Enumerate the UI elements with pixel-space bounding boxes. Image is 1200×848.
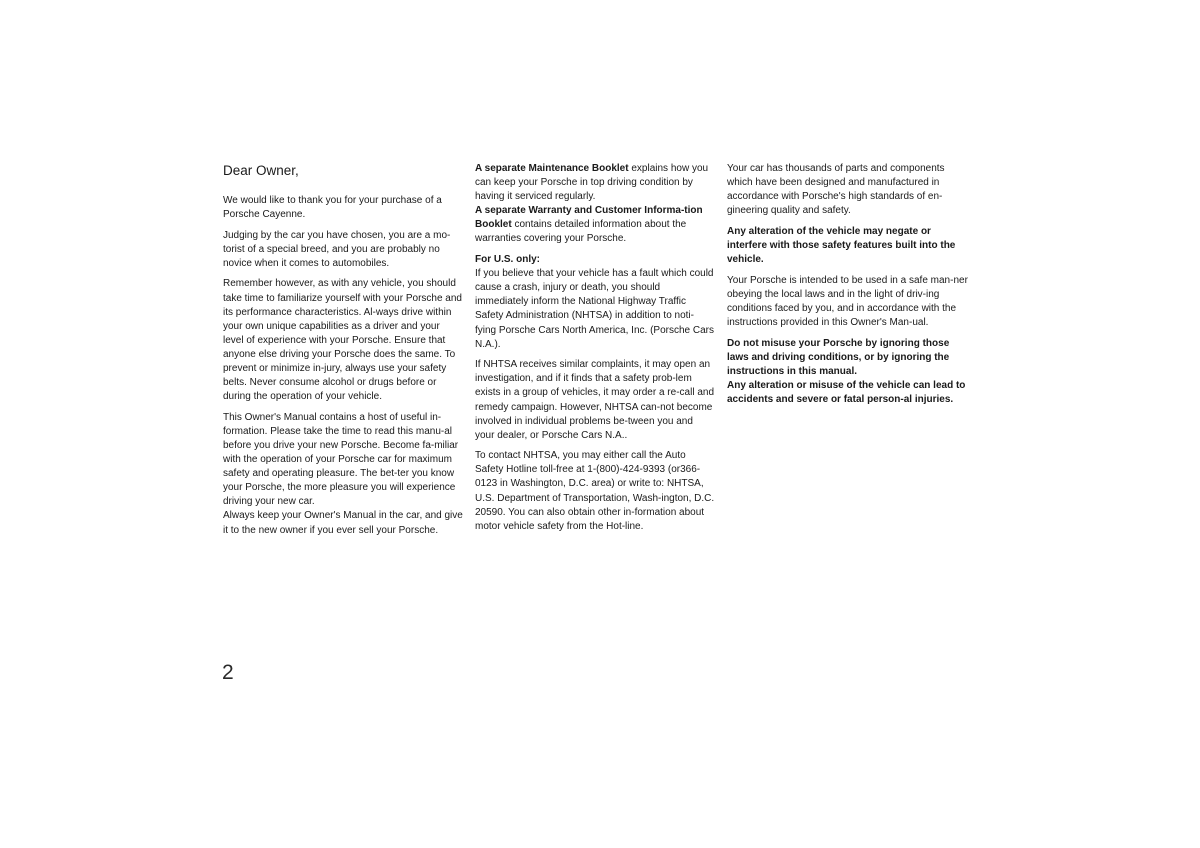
- components-paragraph: Your car has thousands of parts and components which have been designed and manufactured in accordance with Porsche's high standards of en-gineering quality and safety.: [727, 163, 945, 217]
- warranty-booklet-text: contains detailed information about the warranties covering your Porsche.: [475, 219, 687, 245]
- column-left: [223, 162, 463, 544]
- nhtsa-fault-paragraph: If you believe that your vehicle has a fault which could cause a crash, injury or death, you should immediately inform the National Highway Traffic Safety Administration (NHTSA) in addition to noti-fying Porsche Cars North America, Inc. (Porsche Cars N.A.).: [475, 268, 714, 350]
- maintenance-booklet-paragraph: [475, 162, 715, 204]
- manual-paragraph: This Owner's Manual contains a host of useful in-formation. Please take the time to read this manu-al before you drive your new Porsche. Become fa-miliar with the operation of your Porsche car for maximum safety and operating pleasure. The bet-ter you know your Porsche, the more pleasure you will experience driving your new car.: [223, 411, 459, 508]
- warranty-booklet-paragraph: [475, 204, 715, 246]
- misuse-warning: Do not misuse your Porsche by ignoring those laws and driving conditions, or by ignoring the instructions in this manual.: [727, 337, 950, 377]
- maintenance-booklet-title: A separate Maintenance Booklet: [475, 163, 629, 174]
- column-middle: [475, 162, 715, 540]
- safe-use-paragraph: Your Porsche is intended to be used in a safe man-ner obeying the local laws and in the light of driv-ing conditions faced by you, and in accordance with the instructions provided in this Owner's Man-ual.: [727, 274, 968, 328]
- keep-manual-paragraph: Always keep your Owner's Manual in the car, and give it to the new owner if you ever sell your Porsche.: [223, 510, 463, 536]
- motorist-paragraph: Judging by the car you have chosen, you are a mo-torist of a special breed, and you are probably no novice when it comes to automobiles.: [223, 229, 451, 269]
- nhtsa-investigation-paragraph: If NHTSA receives similar complaints, it may open an investigation, and if it finds that a safety prob-lem exists in a group of vehicles, it may order a re-call and remedy campaign. However, NHTSA can-not become involved in individual problems be-tween you and your dealer, or Porsche Cars N.A..: [475, 359, 714, 441]
- us-only-heading: For U.S. only:: [475, 254, 540, 266]
- salutation-heading: Dear Owner,: [223, 163, 299, 178]
- warranty-booklet-title: A separate Warranty and Customer Informa-tion Booklet: [475, 205, 703, 231]
- alteration-warning: Any alteration of the vehicle may negate or interfere with those safety features built into the vehicle.: [727, 225, 956, 266]
- maintenance-booklet-text: explains how you can keep your Porsche in top driving condition by having it serviced regularly.: [475, 163, 709, 203]
- nhtsa-contact-paragraph: To contact NHTSA, you may either call the Auto Safety Hotline toll-free at 1-(800)-424-9393 (or366-0123 in Washington, D.C. area) or write to: NHTSA, U.S. Department of Transportation, Wash-ington, D.C. 20590. You can also obtain other in-formation about motor vehicle safety from the Hot-line.: [475, 450, 715, 532]
- injury-warning: Any alteration or misuse of the vehicle can lead to accidents and severe or fatal person-al injuries.: [727, 379, 966, 405]
- page-number: 2: [222, 661, 234, 684]
- column-right: [727, 162, 972, 414]
- intro-paragraph: We would like to thank you for your purchase of a Porsche Cayenne.: [223, 195, 442, 221]
- familiarize-paragraph: Remember however, as with any vehicle, you should take time to familiarize yourself with your Porsche and its performance characteristics. Al-ways drive within your own unique capabilities as a driver and your level of experience with your Porsche. Ensure that anyone else driving your Porsche does the same. To prevent or minimize in-jury, always use your safety belts. Never consume alcohol or drugs before or during the operation of your vehicle.: [223, 278, 462, 403]
